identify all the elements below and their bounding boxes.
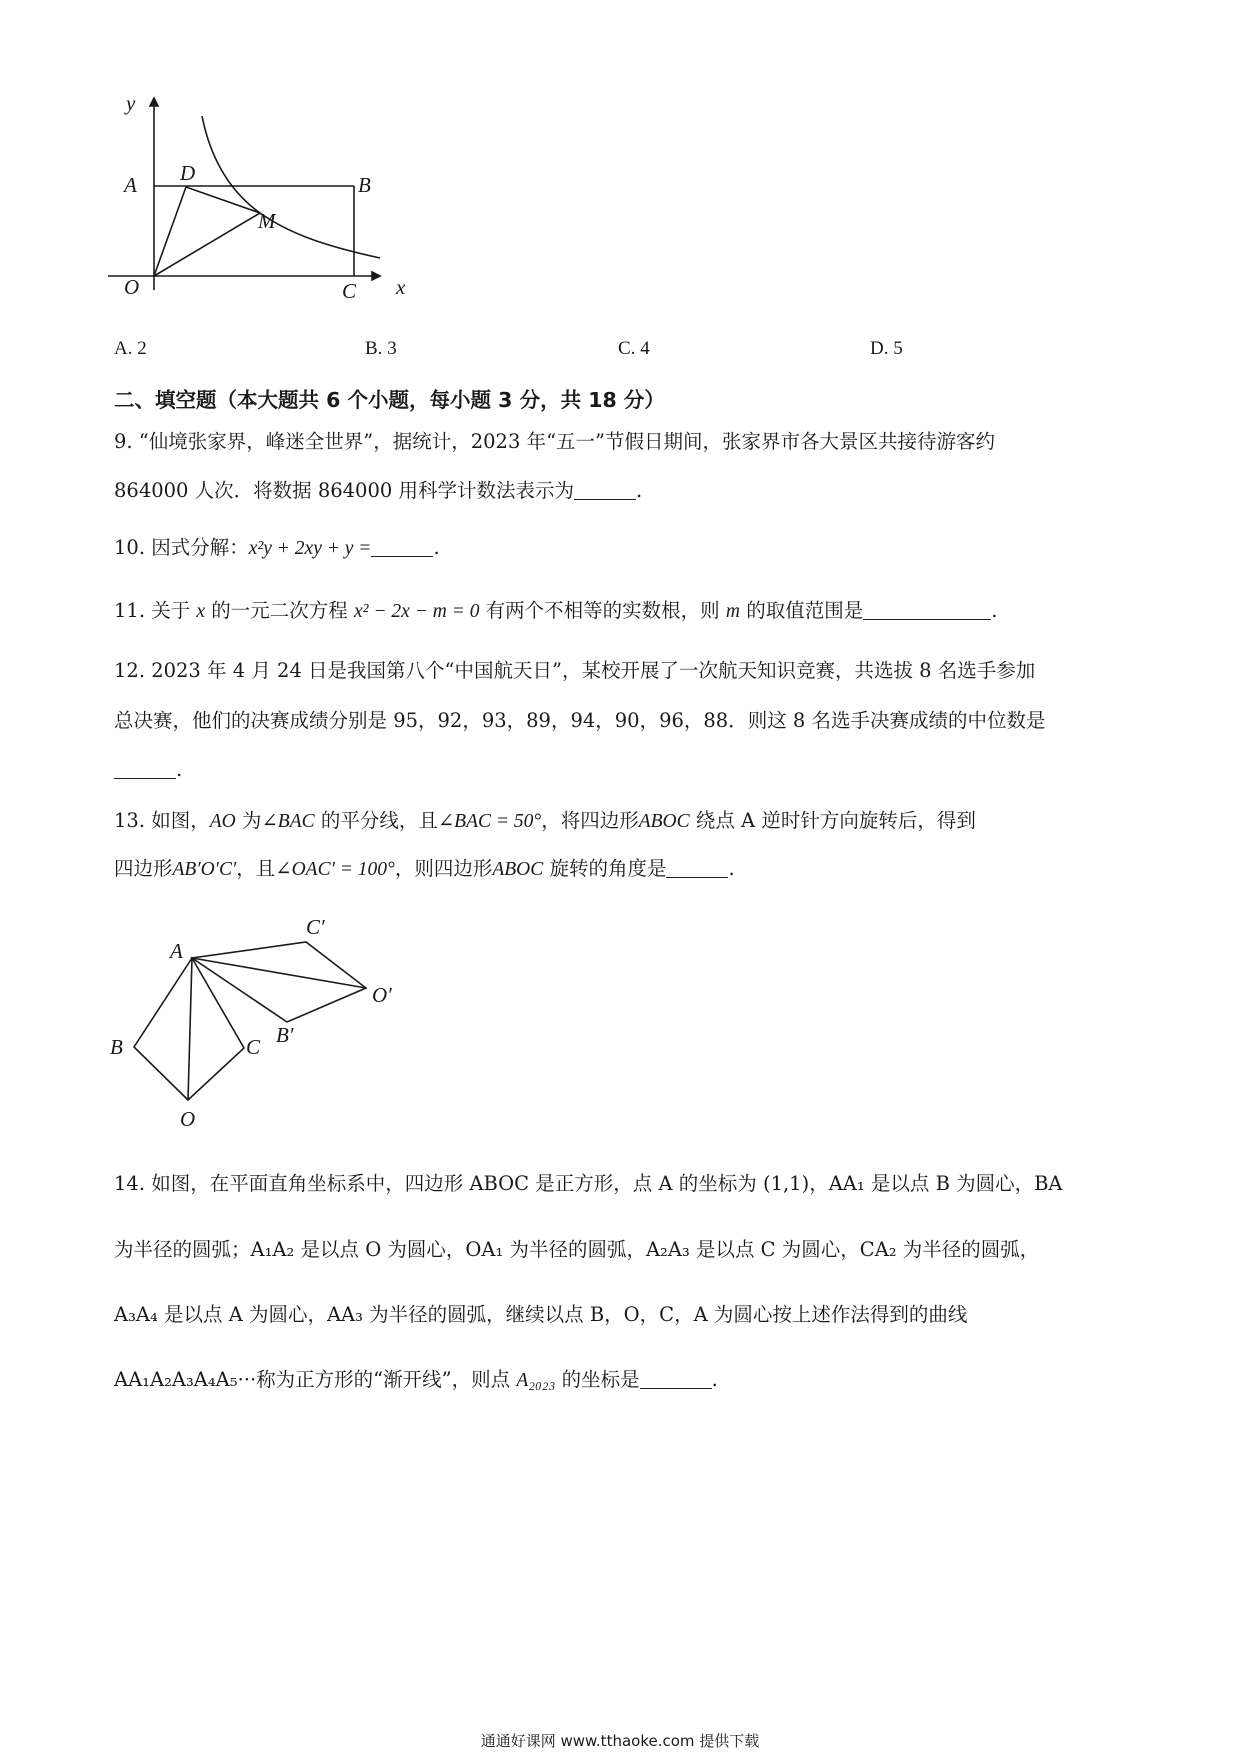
option-d: D. 5 — [870, 338, 903, 359]
label-x: x — [396, 275, 406, 299]
answer-blank[interactable] — [574, 481, 636, 500]
footer-source: 通通好课网 www.tthaoke.com 提供下载 — [480, 1732, 760, 1750]
q11: 11. 关于 x 的一元二次方程 x² − 2x − m = 0 有两个不相等的实数根，则 m 的取值范围是 . — [114, 599, 998, 622]
segment-AO — [188, 958, 192, 1100]
answer-blank[interactable] — [863, 601, 991, 620]
label-O: O — [180, 1107, 196, 1131]
q13-line1: 13. 如图，AO 为∠BAC 的平分线，且∠BAC = 50°，将四边形ABOC 绕点 A 逆时针方向旋转后，得到 — [114, 809, 976, 832]
y-axis-arrow — [150, 98, 158, 106]
segment-AO' — [192, 958, 366, 988]
figure-hyperbola — [110, 91, 410, 308]
q14-line4: AA₁A₂A₃A₄A₅···称为正方形的“渐开线”，则点 A₂₀₂₃ 的坐标是 . — [114, 1368, 718, 1391]
q9-line2: 864000 人次．将数据 864000 用科学计数法表示为 . — [114, 479, 643, 502]
answer-blank[interactable] — [666, 859, 728, 878]
label-A: A — [124, 173, 137, 197]
option-a: A. 2 — [114, 338, 147, 359]
q12-line2: 总决赛，他们的决赛成绩分别是 95，92，93，89，94，90，96，88．则这 8 名选手决赛成绩的中位数是 — [114, 709, 1046, 732]
x-axis-arrow — [372, 272, 380, 280]
answer-blank[interactable] — [640, 1370, 712, 1389]
segment-DM — [186, 187, 260, 213]
option-c: C. 4 — [618, 338, 650, 359]
label-C: C — [246, 1035, 261, 1059]
label-B: B — [110, 1035, 123, 1059]
q14-line3: A₃A₄ 是以点 A 为圆心，AA₃ 为半径的圆弧，继续以点 B，O，C，A 为圆心按上述作法得到的曲线 — [114, 1303, 968, 1326]
answer-blank[interactable] — [371, 538, 433, 557]
label-O-prime: O′ — [372, 983, 392, 1007]
option-b: B. 3 — [365, 338, 397, 359]
label-C: C — [342, 279, 357, 303]
segment-OD — [154, 187, 186, 276]
label-C-prime: C′ — [306, 915, 325, 939]
q9-line1: 9. “仙境张家界，峰迷全世界”，据统计，2023 年“五一”节假日期间，张家界市各大景区共接待游客约 — [114, 430, 996, 453]
label-M: M — [258, 209, 276, 233]
segment-OM — [154, 213, 260, 276]
q10: 10. 因式分解：x²y + 2xy + y = . — [114, 536, 440, 559]
label-D: D — [180, 161, 196, 185]
q12-line3: . — [114, 760, 1134, 780]
section-heading: 二、填空题（本大题共 6 个小题，每小题 3 分，共 18 分） — [114, 388, 665, 412]
quad-AB'O'C' — [192, 942, 366, 1022]
figure-rotation — [110, 912, 410, 1152]
q14-line1: 14. 如图，在平面直角坐标系中，四边形 ABOC 是正方形，点 A 的坐标为 (1,1)，AA₁ 是以点 B 为圆心，BA — [114, 1172, 1063, 1195]
label-y: y — [126, 91, 136, 115]
q14-line2: 为半径的圆弧；A₁A₂ 是以点 O 为圆心，OA₁ 为半径的圆弧，A₂A₃ 是以点 C 为圆心，CA₂ 为半径的圆弧， — [114, 1238, 1040, 1261]
label-A: A — [170, 939, 183, 963]
answer-blank[interactable] — [114, 760, 176, 779]
label-O: O — [124, 275, 140, 299]
q12-line1: 12. 2023 年 4 月 24 日是我国第八个“中国航天日”，某校开展了一次航天知识竞赛，共选拔 8 名选手参加 — [114, 659, 1036, 682]
label-B: B — [358, 173, 371, 197]
label-B-prime: B′ — [276, 1023, 294, 1047]
q13-line2: 四边形AB′O′C′，且∠OAC′ = 100°，则四边形ABOC 旋转的角度是 . — [114, 857, 735, 880]
